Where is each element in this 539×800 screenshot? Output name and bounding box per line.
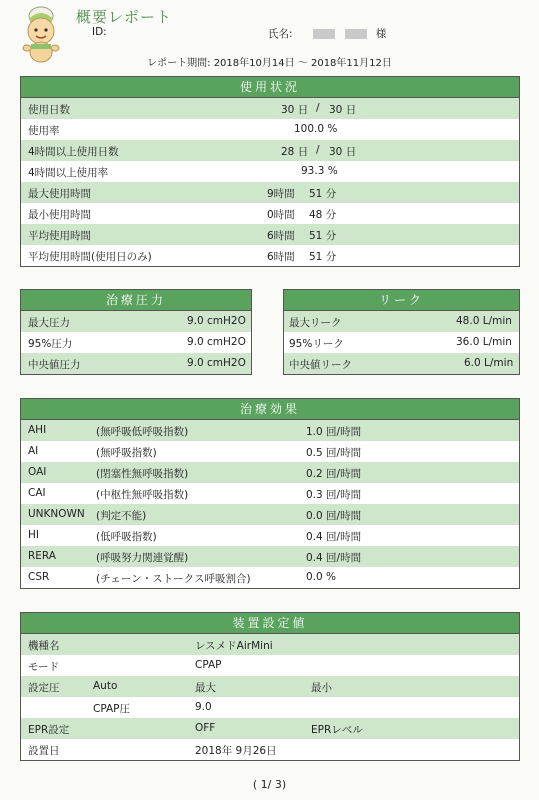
table-row: EPR設定 OFF EPRレベル bbox=[21, 718, 519, 739]
name-suffix: 様 bbox=[375, 28, 387, 40]
table-row: 最小使用時間 0時間 48 分 bbox=[28, 209, 337, 221]
pressure-panel bbox=[20, 289, 252, 375]
table-row: AI (無呼吸指数) 0.5 回/時間 bbox=[28, 445, 362, 459]
page-number: ( 1/ 3) bbox=[252, 778, 287, 791]
table-row: CAI (中枢性無呼吸指数) 0.3 回/時間 bbox=[28, 487, 362, 501]
leak-panel bbox=[283, 289, 520, 375]
table-row: 95%圧力 9.0 cmH2O bbox=[28, 336, 246, 350]
table-row: OAI (閉塞性無呼吸指数) 0.2 回/時間 bbox=[21, 462, 519, 483]
redacted-given-name bbox=[345, 29, 367, 39]
table-row: 最大使用時間 9時間 51 分 bbox=[21, 182, 519, 203]
usage-panel bbox=[20, 76, 520, 267]
table-row: モード CPAP bbox=[28, 659, 222, 673]
leak-panel-title: リーク bbox=[284, 290, 519, 311]
table-row: 設定圧 Auto 最大 最小 bbox=[21, 676, 519, 697]
usage-panel-title: 使用状況 bbox=[21, 77, 519, 98]
pressure-panel-title: 治療圧力 bbox=[21, 290, 251, 311]
period-end: 2018年11月12日 bbox=[310, 58, 392, 69]
table-row: RERA (呼吸努力関連覚醒) 0.4 回/時間 bbox=[21, 546, 519, 567]
report-title: 概要レポート bbox=[76, 8, 173, 26]
table-row: AHI (無呼吸低呼吸指数) 1.0 回/時間 bbox=[21, 420, 519, 441]
effect-panel-title: 治療効果 bbox=[21, 399, 519, 420]
period-label: レポート期間: bbox=[147, 58, 211, 69]
table-row: 最大リーク 48.0 L/min bbox=[284, 311, 519, 332]
report-period bbox=[0, 54, 539, 69]
period-start: 2018年10月14日 bbox=[213, 58, 295, 69]
usage-rows bbox=[21, 98, 519, 266]
device-panel bbox=[20, 612, 520, 761]
table-row: 平均使用時間(使用日のみ) 6時間 51 分 bbox=[28, 251, 337, 263]
name-label: 氏名: bbox=[268, 28, 293, 40]
effect-panel bbox=[20, 398, 520, 589]
redacted-surname bbox=[313, 29, 335, 39]
table-row: UNKNOWN (判定不能) 0.0 回/時間 bbox=[21, 504, 519, 525]
table-row: 使用日数 30 日 / 30 日 bbox=[21, 98, 519, 119]
table-row: CPAP圧 9.0 bbox=[93, 701, 212, 715]
table-row: 設置日 2018年 9月26日 bbox=[28, 745, 277, 757]
table-row: HI (低呼吸指数) 0.4 回/時間 bbox=[28, 529, 362, 543]
table-row: 使用率 100.0 % bbox=[28, 123, 338, 137]
patient-name bbox=[268, 26, 386, 41]
device-panel-title: 装置設定値 bbox=[21, 613, 519, 634]
table-row: 機種名 レスメドAirMini bbox=[21, 634, 519, 655]
table-row: 95%リーク 36.0 L/min bbox=[289, 336, 512, 350]
table-row: 4時間以上使用率 93.3 % bbox=[28, 165, 338, 179]
table-row: CSR (チェーン・ストークス呼吸割合) 0.0 % bbox=[28, 571, 337, 585]
table-row: 中央値圧力 9.0 cmH2O bbox=[21, 353, 251, 374]
period-separator: ～ bbox=[297, 58, 308, 69]
table-row: 4時間以上使用日数 28 日 / 30 日 bbox=[21, 140, 519, 161]
table-row: 平均使用時間 6時間 51 分 bbox=[21, 224, 519, 245]
table-row: 中央値リーク 6.0 L/min bbox=[284, 353, 519, 374]
table-row: 最大圧力 9.0 cmH2O bbox=[21, 311, 251, 332]
id-label: ID: bbox=[92, 26, 107, 38]
